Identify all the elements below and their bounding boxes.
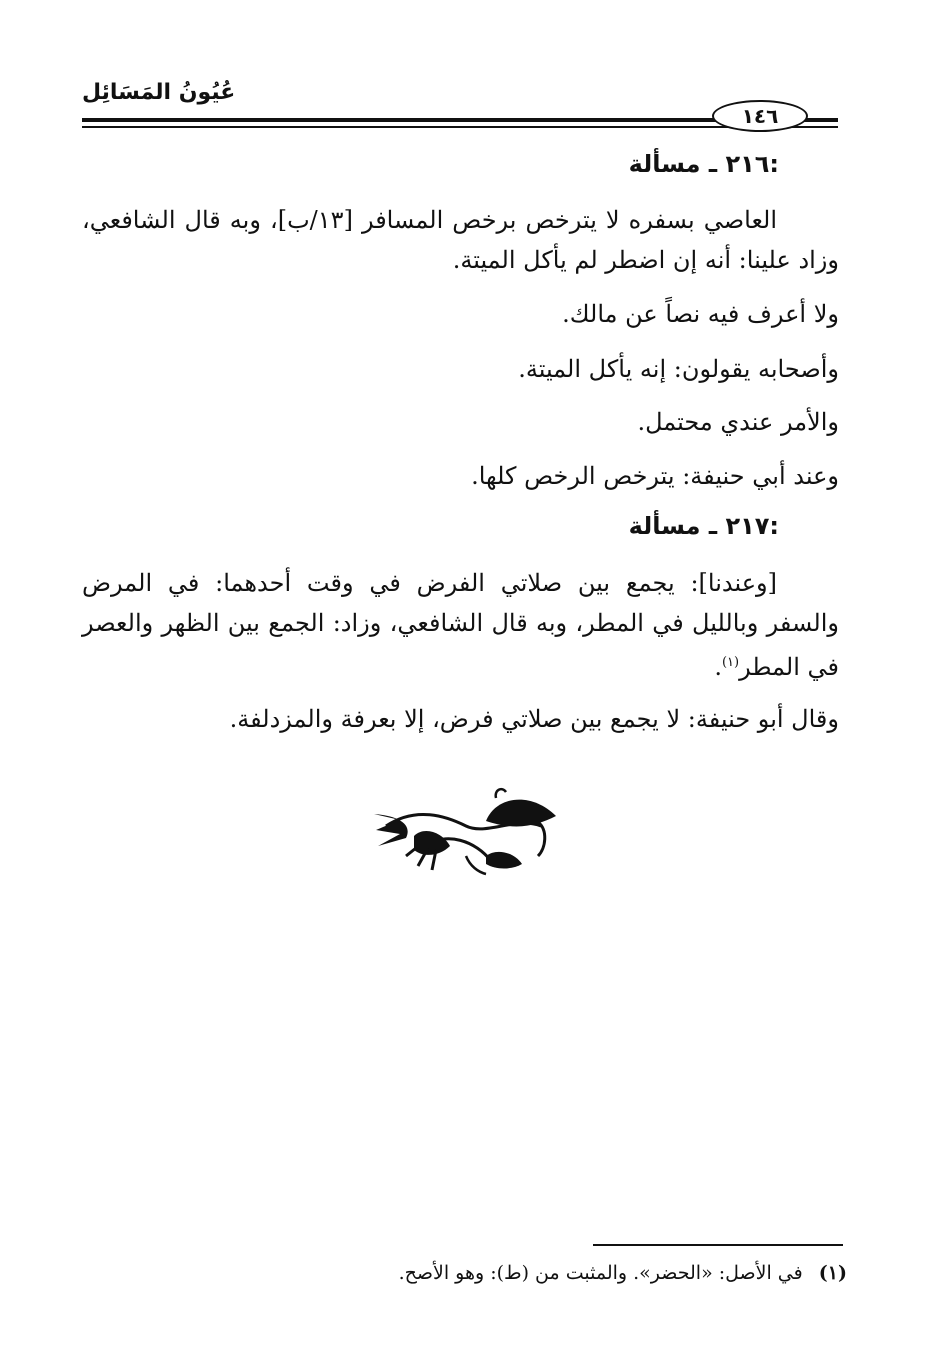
running-title: عُيُونُ المَسَائِل: [82, 80, 236, 105]
section-heading-216: ٢١٦ ـ مسألة:: [628, 150, 779, 178]
section-216-paragraph: العاصي بسفره لا يترخص برخص المسافر [١٣/ب]، وبه قال الشافعي، وزاد علينا: أنه إن اضطر لم يأكل الميتة.: [82, 206, 839, 274]
section-heading-217: ٢١٧ ـ مسألة:: [628, 512, 779, 540]
page-number-badge: [712, 100, 808, 132]
footnote-rule: [593, 1244, 843, 1246]
section-216-line-1: ولا أعرف فيه نصاً عن مالك.: [562, 300, 839, 328]
footnote-mark: (١): [818, 1262, 847, 1284]
footnote-text: في الأصل: «الحضر». والمثبت من (ط): وهو الأصح.: [398, 1262, 803, 1284]
section-217-line-1: وقال أبو حنيفة: لا يجمع بين صلاتي فرض، إلا بعرفة والمزدلفة.: [229, 705, 839, 733]
floral-ornament-icon: [366, 786, 566, 882]
page-number: ١٤٦: [741, 104, 779, 128]
section-216-line-2: وأصحابه يقولون: إنه يأكل الميتة.: [518, 355, 839, 383]
section-217-paragraph: [82, 563, 839, 687]
section-216-line-3: والأمر عندي محتمل.: [637, 408, 839, 436]
footnote-ref: (١): [721, 655, 740, 670]
section-216-line-4: وعند أبي حنيفة: يترخص الرخص كلها.: [471, 462, 839, 490]
section-217-paragraph-text: [وعندنا]: يجمع بين صلاتي الفرض في وقت أحدهما: في المرض والسفر وبالليل في المطر، وبه قال الشافعي، وزاد: الجمع بين الظهر والعصر في المطر: [82, 569, 839, 681]
section-217-paragraph-end: .: [714, 653, 722, 681]
footnote-1: [399, 1262, 847, 1284]
